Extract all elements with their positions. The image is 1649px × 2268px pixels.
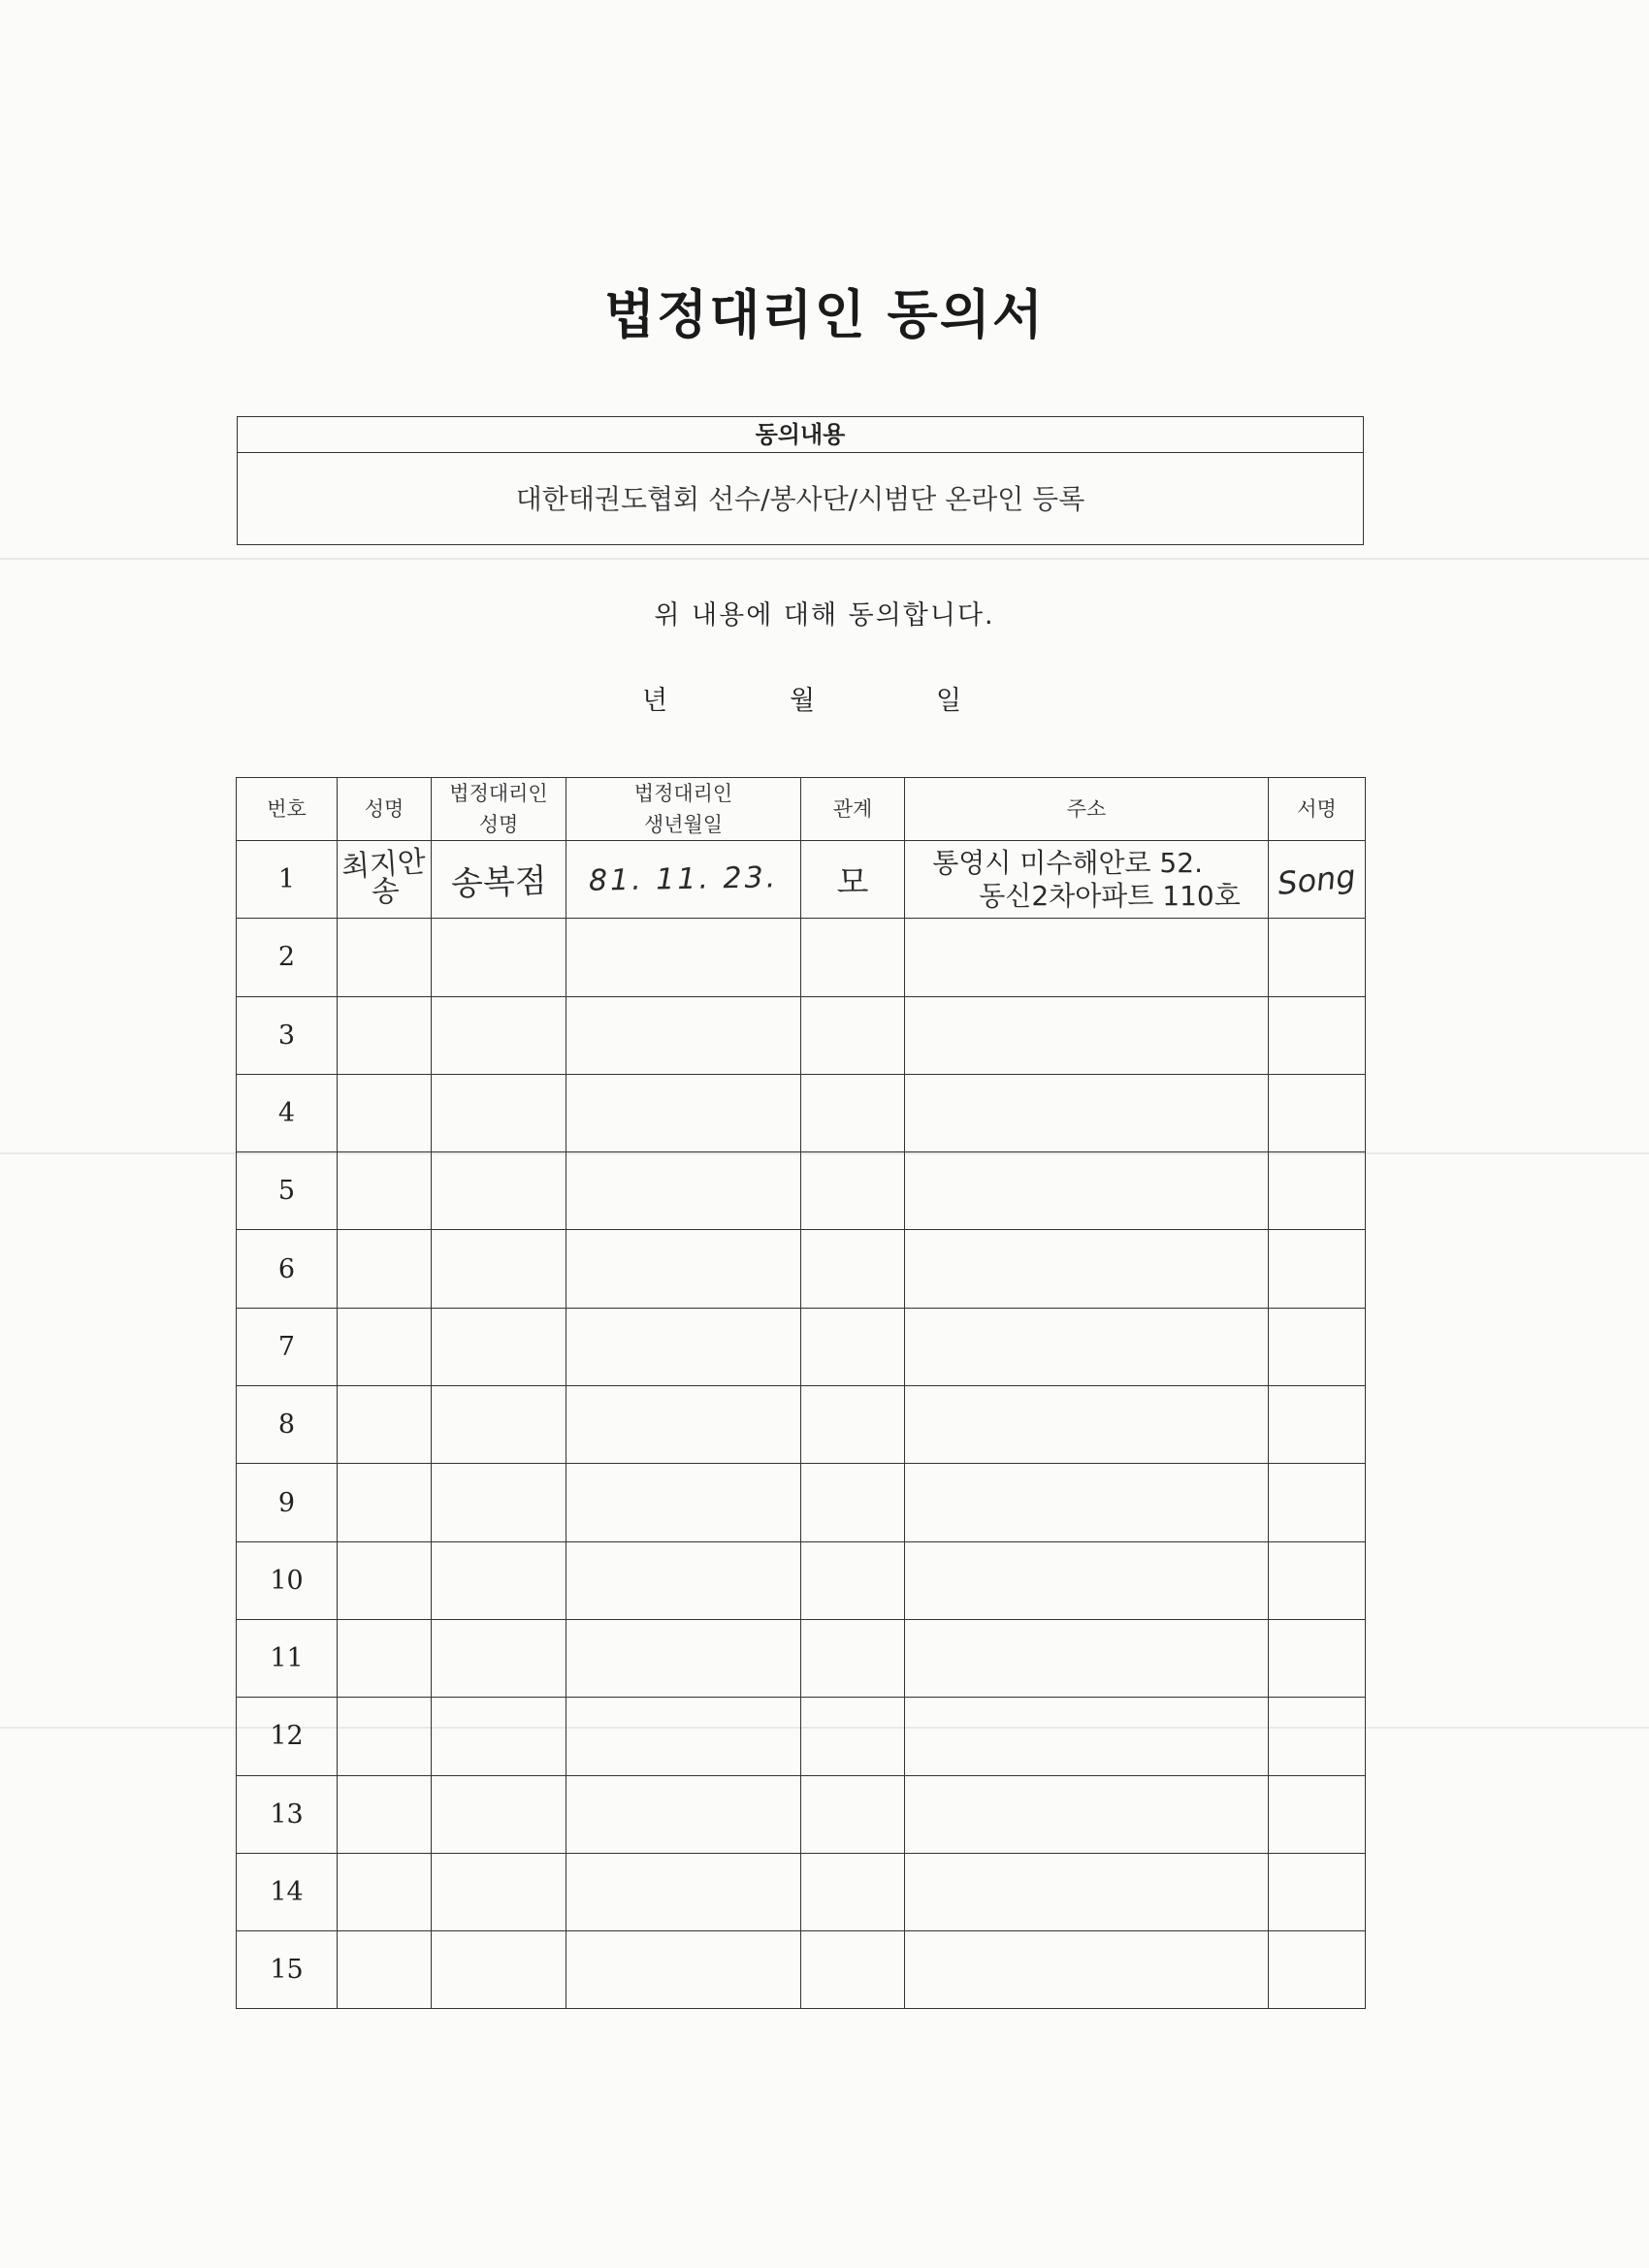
row-number: 15 [237, 1931, 338, 2009]
name-cell [338, 1308, 432, 1385]
consent-body: 대한태권도협회 선수/봉사단/시범단 온라인 등록 [515, 483, 1085, 515]
name-cell [338, 841, 432, 919]
guardian-birth-cell [566, 841, 801, 919]
guardian-birth-cell [566, 919, 801, 996]
handwritten-address: 통영시 미수해안로 52. 동신2차아파트 110호 [932, 846, 1241, 912]
guardian-birth-cell [566, 1619, 801, 1697]
relation-cell [801, 1308, 905, 1385]
name-cell [338, 1775, 432, 1853]
row-number: 13 [237, 1775, 338, 1853]
paper-crease [0, 558, 1649, 560]
date-year-label: 년 [642, 686, 668, 716]
row-number: 1 [237, 841, 338, 919]
relation-cell [801, 919, 905, 996]
guardian-name-cell [432, 1931, 566, 2009]
relation-cell [801, 996, 905, 1074]
signature-cell [1269, 1152, 1366, 1230]
name-cell [338, 919, 432, 996]
handwritten-signature: Song [1276, 857, 1358, 902]
table-row [237, 1230, 1366, 1308]
relation-cell [801, 1152, 905, 1230]
row-number: 10 [237, 1541, 338, 1619]
address-cell [905, 1619, 1269, 1697]
guardian-birth-cell [566, 1074, 801, 1151]
relation-cell [801, 1775, 905, 1853]
relation-cell [801, 1541, 905, 1619]
guardian-name-cell [432, 1619, 566, 1697]
signature-cell [1269, 1541, 1366, 1619]
address-cell [905, 1152, 1269, 1230]
header-relation: 관계 [801, 778, 905, 841]
name-cell [338, 1853, 432, 1930]
signature-cell [1269, 1775, 1366, 1853]
row-number: 5 [237, 1152, 338, 1230]
name-cell [338, 1230, 432, 1308]
guardian-name-cell [432, 841, 566, 919]
table-row [237, 996, 1366, 1074]
table-row [237, 1541, 1366, 1619]
address-cell [905, 1386, 1269, 1464]
guardian-birth-cell [566, 1308, 801, 1385]
row-number: 8 [237, 1386, 338, 1464]
row-number: 12 [237, 1698, 338, 1775]
guardian-name-cell [432, 1541, 566, 1619]
address-cell [905, 1230, 1269, 1308]
row-number: 4 [237, 1074, 338, 1151]
row-number: 9 [237, 1464, 338, 1541]
table-row [237, 841, 1366, 919]
relation-cell [801, 1619, 905, 1697]
table-header-row [237, 778, 1366, 841]
table-row [237, 1074, 1366, 1151]
header-name: 성명 [338, 778, 432, 841]
guardian-birth-cell [566, 1230, 801, 1308]
signature-cell [1269, 841, 1366, 919]
guardian-name-cell [432, 1074, 566, 1151]
row-number: 3 [237, 996, 338, 1074]
guardian-birth-cell [566, 1931, 801, 2009]
guardian-name-cell [432, 1230, 566, 1308]
signature-cell [1269, 1698, 1366, 1775]
address-cell [905, 1074, 1269, 1151]
table-row [237, 1775, 1366, 1853]
relation-cell [801, 1074, 905, 1151]
name-cell [338, 1931, 432, 2009]
guardian-birth-cell [566, 1386, 801, 1464]
table-row [237, 1386, 1366, 1464]
relation-cell [801, 1853, 905, 1930]
address-cell [905, 1931, 1269, 2009]
signature-cell [1269, 1230, 1366, 1308]
relation-cell [801, 1386, 905, 1464]
guardian-birth-cell [566, 1698, 801, 1775]
handwritten-name: 최지안 송 [340, 844, 427, 910]
address-cell [905, 919, 1269, 996]
name-cell [338, 1619, 432, 1697]
guardian-name-cell [432, 1386, 566, 1464]
guardian-name-cell [432, 1698, 566, 1775]
table-row [237, 919, 1366, 996]
guardian-birth-cell [566, 1775, 801, 1853]
signature-cell [1269, 1931, 1366, 2009]
signature-cell [1269, 1619, 1366, 1697]
signature-cell [1269, 919, 1366, 996]
row-number: 14 [237, 1853, 338, 1930]
name-cell [338, 1698, 432, 1775]
signature-cell [1269, 1386, 1366, 1464]
agree-statement: 위 내용에 대해 동의합니다. [654, 600, 995, 631]
guardian-birth-cell [566, 1541, 801, 1619]
name-cell [338, 1074, 432, 1151]
guardian-name-cell [432, 1464, 566, 1541]
signature-cell [1269, 1308, 1366, 1385]
guardian-name-cell [432, 1775, 566, 1853]
name-cell [338, 1152, 432, 1230]
consent-box [237, 416, 1364, 545]
guardian-birth-cell [566, 1464, 801, 1541]
handwritten-guardian-name: 송복점 [450, 861, 548, 904]
relation-cell [801, 1698, 905, 1775]
table-row [237, 1853, 1366, 1930]
header-guardian-name: 법정대리인 성명 [432, 778, 566, 841]
address-cell [905, 1775, 1269, 1853]
name-cell [338, 1464, 432, 1541]
signature-cell [1269, 1074, 1366, 1151]
guardian-name-cell [432, 1853, 566, 1930]
table-row [237, 1931, 1366, 2009]
relation-cell [801, 1230, 905, 1308]
handwritten-guardian-birth: 81. 11. 23. [588, 860, 779, 898]
guardian-name-cell [432, 1308, 566, 1385]
document-title: 법정대리인 동의서 [603, 284, 1046, 345]
date-day-label: 일 [936, 686, 962, 716]
guardian-birth-cell [566, 996, 801, 1074]
row-number: 7 [237, 1308, 338, 1385]
guardian-birth-cell [566, 1152, 801, 1230]
row-number: 6 [237, 1230, 338, 1308]
consent-header: 동의내용 [238, 417, 1363, 453]
address-cell [905, 1541, 1269, 1619]
signature-cell [1269, 1853, 1366, 1930]
address-cell [905, 1698, 1269, 1775]
relation-cell [801, 1464, 905, 1541]
table-row [237, 1152, 1366, 1230]
handwritten-relation: 모 [836, 863, 869, 903]
header-no: 번호 [237, 778, 338, 841]
table-row [237, 1308, 1366, 1385]
address-cell [905, 841, 1269, 919]
guardian-roster-table [236, 777, 1366, 2009]
date-month-label: 월 [790, 686, 816, 716]
header-address: 주소 [905, 778, 1269, 841]
row-number: 2 [237, 919, 338, 996]
table-row [237, 1619, 1366, 1697]
name-cell [338, 996, 432, 1074]
row-number: 11 [237, 1619, 338, 1697]
guardian-name-cell [432, 996, 566, 1074]
address-cell [905, 1308, 1269, 1385]
guardian-name-cell [432, 1152, 566, 1230]
relation-cell [801, 841, 905, 919]
signature-cell [1269, 996, 1366, 1074]
table-row [237, 1464, 1366, 1541]
name-cell [338, 1541, 432, 1619]
signature-cell [1269, 1464, 1366, 1541]
header-guardian-birth: 법정대리인 생년월일 [566, 778, 801, 841]
guardian-birth-cell [566, 1853, 801, 1930]
address-cell [905, 996, 1269, 1074]
header-signature: 서명 [1269, 778, 1366, 841]
name-cell [338, 1386, 432, 1464]
address-cell [905, 1464, 1269, 1541]
relation-cell [801, 1931, 905, 2009]
guardian-name-cell [432, 919, 566, 996]
address-cell [905, 1853, 1269, 1930]
table-row [237, 1698, 1366, 1775]
